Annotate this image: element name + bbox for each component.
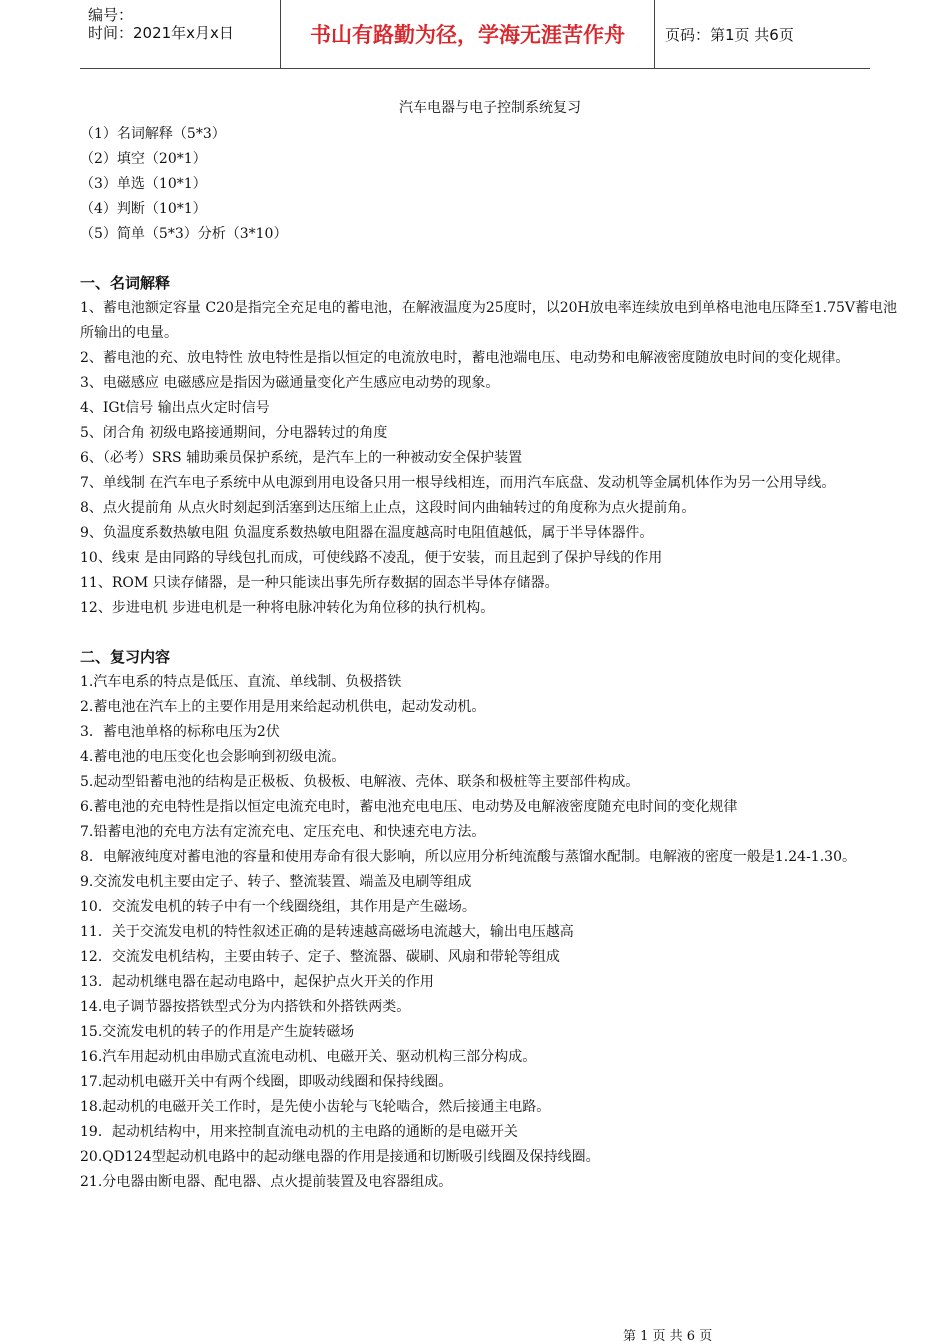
exam-part: （2）填空（20*1） <box>80 151 207 167</box>
document-body <box>80 96 900 1195</box>
list-item: 3．蓄电池单格的标称电压为2伏 <box>80 724 280 740</box>
list-item: 3、电磁感应 电磁感应是指因为磁通量变化产生感应电动势的现象。 <box>80 375 500 391</box>
list-item: 9.交流发电机主要由定子、转子、整流装置、端盖及电刷等组成 <box>80 874 472 890</box>
list-item: 4、IGt信号 输出点火定时信号 <box>80 400 270 416</box>
list-item: 2.蓄电池在汽车上的主要作用是用来给起动机供电，起动发动机。 <box>80 699 486 715</box>
list-item: 11、ROM 只读存储器，是一种只能读出事先所存数据的固态半导体存储器。 <box>80 575 559 591</box>
list-item: 16.汽车用起动机由串励式直流电动机、电磁开关、驱动机构三部分构成。 <box>80 1049 537 1065</box>
list-item: 2、蓄电池的充、放电特性 放电特性是指以恒定的电流放电时，蓄电池端电压、电动势和电解液密度随放电时间的变化规律。 <box>80 350 850 366</box>
header-page-info: 页码：第1页 共6页 <box>665 25 794 44</box>
section-heading: 二、复习内容 <box>80 648 171 666</box>
list-item: 4.蓄电池的电压变化也会影响到初级电流。 <box>80 749 346 765</box>
list-item: 6、（必考）SRS 辅助乘员保护系统，是汽车上的一种被动安全保护装置 <box>80 450 523 466</box>
exam-part: （1）名词解释（5*3） <box>80 126 226 142</box>
section-heading: 一、名词解释 <box>80 274 171 292</box>
list-item: 12．交流发电机结构，主要由转子、定子、整流器、碳刷、风扇和带轮等组成 <box>80 949 560 965</box>
list-item: 7、单线制 在汽车电子系统中从电源到用电设备只用一根导线相连，而用汽车底盘、发动机等金属机体作为另一公用导线。 <box>80 475 836 491</box>
number-label: 编号： <box>88 6 134 24</box>
list-item: 5.起动型铅蓄电池的结构是正极板、负极板、电解液、壳体、联条和极桩等主要部件构成。 <box>80 774 640 790</box>
exam-part: （3）单选（10*1） <box>80 176 207 192</box>
list-item: 7.铅蓄电池的充电方法有定流充电、定压充电、和快速充电方法。 <box>80 824 486 840</box>
list-item: 13．起动机继电器在起动电路中，起保护点火开关的作用 <box>80 974 434 990</box>
list-item: 19．起动机结构中，用来控制直流电动机的主电路的通断的是电磁开关 <box>80 1124 518 1140</box>
list-item: 18.起动机的电磁开关工作时，是先使小齿轮与飞轮啮合，然后接通主电路。 <box>80 1099 551 1115</box>
header-motto: 书山有路勤为径，学海无涯苦作舟 <box>281 0 655 68</box>
list-item: 10．交流发电机的转子中有一个线圈绕组，其作用是产生磁场。 <box>80 899 476 915</box>
list-item: 10、线束 是由同路的导线包扎而成，可使线路不凌乱，便于安装，而且起到了保护导线的作用 <box>80 550 663 566</box>
definitions-list <box>80 296 900 621</box>
list-item: 9、负温度系数热敏电阻 负温度系数热敏电阻器在温度越高时电阻值越低，属于半导体器件。 <box>80 525 654 541</box>
review-list <box>80 670 900 1195</box>
list-item: 1、蓄电池额定容量 C20是指完全充足电的蓄电池，在解液温度为25度时，以20H放电率连续放电到单格电池电压降至1.75V蓄电池所输出的电量。 <box>80 300 898 341</box>
list-item: 15.交流发电机的转子的作用是产生旋转磁场 <box>80 1024 355 1040</box>
list-item: 14.电子调节器按搭铁型式分为内搭铁和外搭铁两类。 <box>80 999 411 1015</box>
page-footer: 第 1 页 共 6 页 <box>623 1329 713 1344</box>
list-item: 5、闭合角 初级电路接通期间，分电器转过的角度 <box>80 425 388 441</box>
exam-parts-list <box>80 122 900 247</box>
exam-part: （5）简单（5*3）分析（3*10） <box>80 226 288 242</box>
list-item: 12、步进电机 步进电机是一种将电脉冲转化为角位移的执行机构。 <box>80 600 495 616</box>
date-label: 时间：2021年x月x日 <box>88 24 234 42</box>
doc-title: 汽车电器与电子控制系统复习 <box>399 100 581 116</box>
list-item: 8、点火提前角 从点火时刻起到活塞到达压缩上止点，这段时间内曲轴转过的角度称为点火提前角。 <box>80 500 696 516</box>
list-item: 6.蓄电池的充电特性是指以恒定电流充电时，蓄电池充电电压、电动势及电解液密度随充电时间的变化规律 <box>80 799 738 815</box>
list-item: 20.QD124型起动机电路中的起动继电器的作用是接通和切断吸引线圈及保持线圈。 <box>80 1149 600 1165</box>
list-item: 8．电解液纯度对蓄电池的容量和使用寿命有很大影响，所以应用分析纯流酸与蒸馏水配制。电解液的密度一般是1.24-1.30。 <box>80 849 856 865</box>
page-header <box>80 0 870 69</box>
header-meta <box>80 0 281 68</box>
list-item: 11．关于交流发电机的特性叙述正确的是转速越高磁场电流越大，输出电压越高 <box>80 924 574 940</box>
list-item: 1.汽车电系的特点是低压、直流、单线制、负极搭铁 <box>80 674 402 690</box>
exam-part: （4）判断（10*1） <box>80 201 207 217</box>
list-item: 21.分电器由断电器、配电器、点火提前装置及电容器组成。 <box>80 1174 453 1190</box>
list-item: 17.起动机电磁开关中有两个线圈，即吸动线圈和保持线圈。 <box>80 1074 453 1090</box>
